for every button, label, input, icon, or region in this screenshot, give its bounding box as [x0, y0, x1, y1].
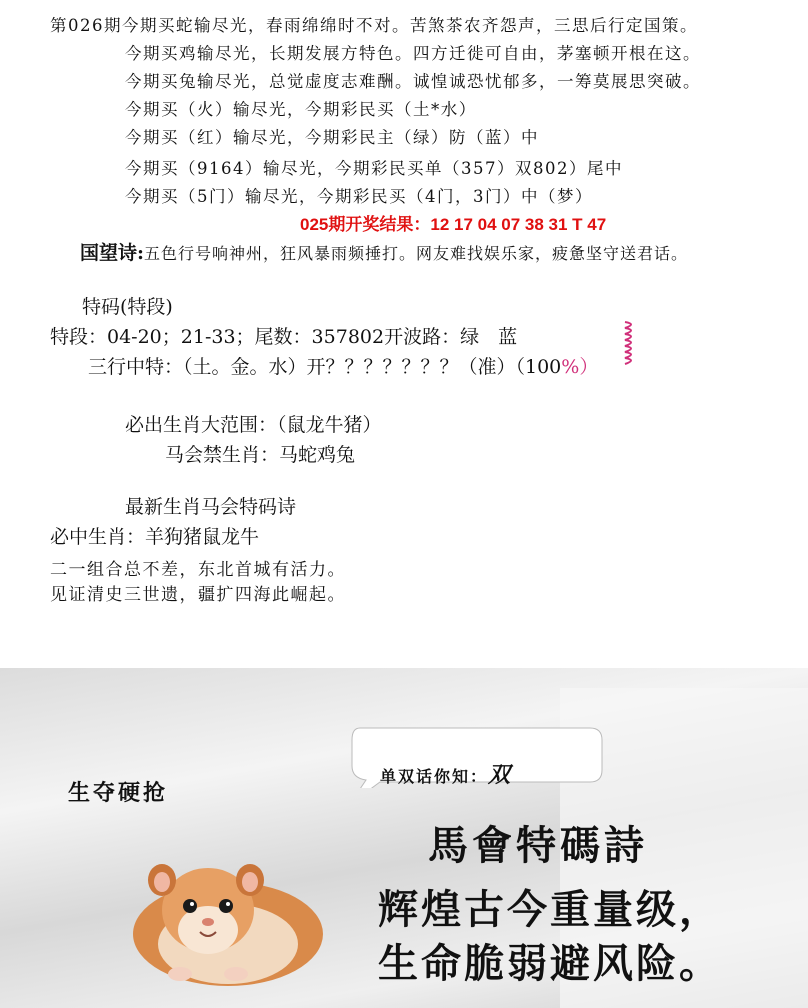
- wuxing-text: 三行中特：（土。金。水）开？？？？？？？（准）（100: [88, 356, 562, 378]
- spring-icon: [622, 318, 640, 370]
- bubble-content: [380, 758, 512, 789]
- header-line-4: 今期买（火）输尽光，今期彩民买（土*水）: [125, 100, 477, 119]
- poster-panel: [0, 668, 808, 1008]
- header-line-5: 今期买（红）输尽光，今期彩民主（绿）防（蓝）中: [125, 128, 539, 147]
- newest-verse-2: 见证清史三世遗，疆扩四海此崛起。: [50, 585, 346, 605]
- special-range: 特段：04-20；21-33；尾数：357802开波路：绿 蓝: [50, 326, 518, 348]
- header-line-1: 今期买蛇输尽光，春雨绵绵时不对。苦煞茶农齐怨声，三思后行定国策。: [122, 16, 698, 35]
- poster-line-2: 生命脆弱避风险。: [378, 940, 722, 987]
- slogan: 生夺硬抢: [68, 780, 169, 806]
- header-line-6: 今期买（9164）输尽光，今期彩民买单（357）双802）尾中: [125, 159, 623, 178]
- hamster-image: [120, 848, 330, 988]
- left-margin: [0, 0, 48, 668]
- header-line-2: 今期买鸡输尽光，长期发展方特色。四方迁徙可自由，茅塞顿开根在这。: [125, 44, 701, 63]
- bubble-value: 双: [488, 762, 513, 788]
- draw-result: 025期开奖结果：12 17 04 07 38 31 T 47: [300, 215, 607, 234]
- poem-label: 国望诗:: [80, 242, 145, 264]
- header-line-3: 今期买兔输尽光，总觉虚度志难酬。诚惶诚恐忧郁多，一筹莫展思突破。: [125, 72, 701, 91]
- issue-line: [50, 12, 698, 36]
- newest-must: 必中生肖：羊狗猪鼠龙牛: [50, 526, 260, 548]
- issue-number: 第026期: [50, 16, 122, 35]
- poem-row: [80, 238, 688, 265]
- zodiac-banned: 马会禁生肖：马蛇鸡兔: [165, 444, 356, 466]
- newest-title: 最新生肖马会特码诗: [125, 496, 297, 518]
- bubble-label: 单双话你知：: [380, 767, 489, 786]
- zodiac-scope: 必出生肖大范围：（鼠龙牛猪）: [125, 414, 382, 436]
- poem-text: 五色行号响神州，狂风暴雨频捶打。网友难找娱乐家，疲惫坚守送君话。: [144, 244, 689, 263]
- header-line-7: 今期买（5门）输尽光，今期彩民买（4门，3门）中（梦）: [125, 187, 593, 206]
- percent-suffix: %）: [561, 356, 599, 378]
- newest-verse-1: 二一组合总不差，东北首城有活力。: [50, 560, 346, 580]
- poster-line-1: 辉煌古今重量级，: [378, 886, 722, 933]
- special-wuxing: [88, 352, 598, 379]
- poster-title: 馬會特碼詩: [428, 823, 648, 869]
- special-title: 特码(特段): [82, 296, 173, 318]
